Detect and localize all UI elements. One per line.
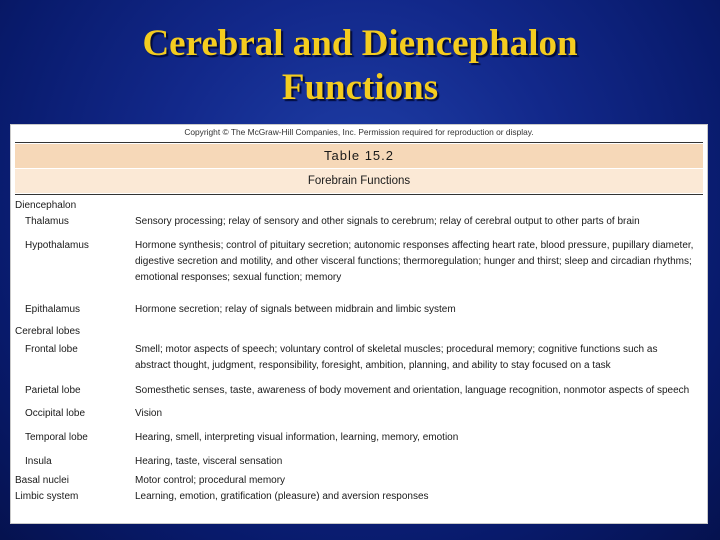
region-name: Thalamus	[25, 216, 69, 227]
table-title: Forebrain Functions	[15, 169, 703, 193]
region-function: Smell; motor aspects of speech; voluntary control of skeletal muscles; procedural memory; cognitive functions such as abstract thought, judgment, responsibility, foresight, ambition, planning, and ability to stay focused on a task	[135, 344, 658, 371]
region-function: Vision	[135, 408, 163, 419]
slide-title-line-1: Cerebral and Diencephalon	[142, 23, 578, 64]
region-function: Motor control; procedural memory	[135, 475, 286, 486]
region-function: Somesthetic senses, taste, awareness of body movement and orientation, language recognition, nonmotor aspects of speech	[135, 385, 690, 396]
divider	[15, 142, 703, 143]
region-name: Parietal lobe	[25, 385, 81, 396]
region-function: Hormone secretion; relay of signals between midbrain and limbic system	[135, 304, 456, 315]
region-name: Temporal lobe	[25, 432, 88, 443]
region-name: Basal nuclei	[15, 475, 69, 486]
region-function: Hearing, smell, interpreting visual information, learning, memory, emotion	[135, 432, 459, 443]
slide-title-line-2: Functions	[281, 67, 439, 108]
region-name: Occipital lobe	[25, 408, 86, 419]
copyright-notice: Copyright © The McGraw-Hill Companies, Inc. Permission required for reproduction or display.	[184, 127, 534, 137]
region-name: Epithalamus	[25, 304, 81, 315]
region-name: Frontal lobe	[25, 344, 78, 355]
region-function: Hormone synthesis; control of pituitary secretion; autonomic responses affecting heart rate, blood pressure, pupillary diameter, digestive secretion and motility, and other visceral functions; thermoregulation; hunger and thirst; sleep and circadian rhythms; emotional responses; sexual function; memory	[135, 240, 694, 283]
forebrain-table-figure	[10, 124, 708, 524]
table-number: Table 15.2	[15, 144, 703, 168]
slide-title	[0, 22, 720, 110]
region-function: Sensory processing; relay of sensory and other signals to cerebrum; relay of cerebral output to other parts of brain	[135, 216, 640, 227]
region-name: Limbic system	[15, 491, 79, 502]
region-function: Hearing, taste, visceral sensation	[135, 456, 283, 467]
group-heading-diencephalon: Diencephalon	[15, 200, 77, 211]
divider	[15, 194, 703, 195]
region-function: Learning, emotion, gratification (pleasure) and aversion responses	[135, 491, 429, 502]
group-heading-cerebral-lobes: Cerebral lobes	[15, 326, 81, 337]
region-name: Insula	[25, 456, 52, 467]
region-name: Hypothalamus	[25, 240, 89, 251]
